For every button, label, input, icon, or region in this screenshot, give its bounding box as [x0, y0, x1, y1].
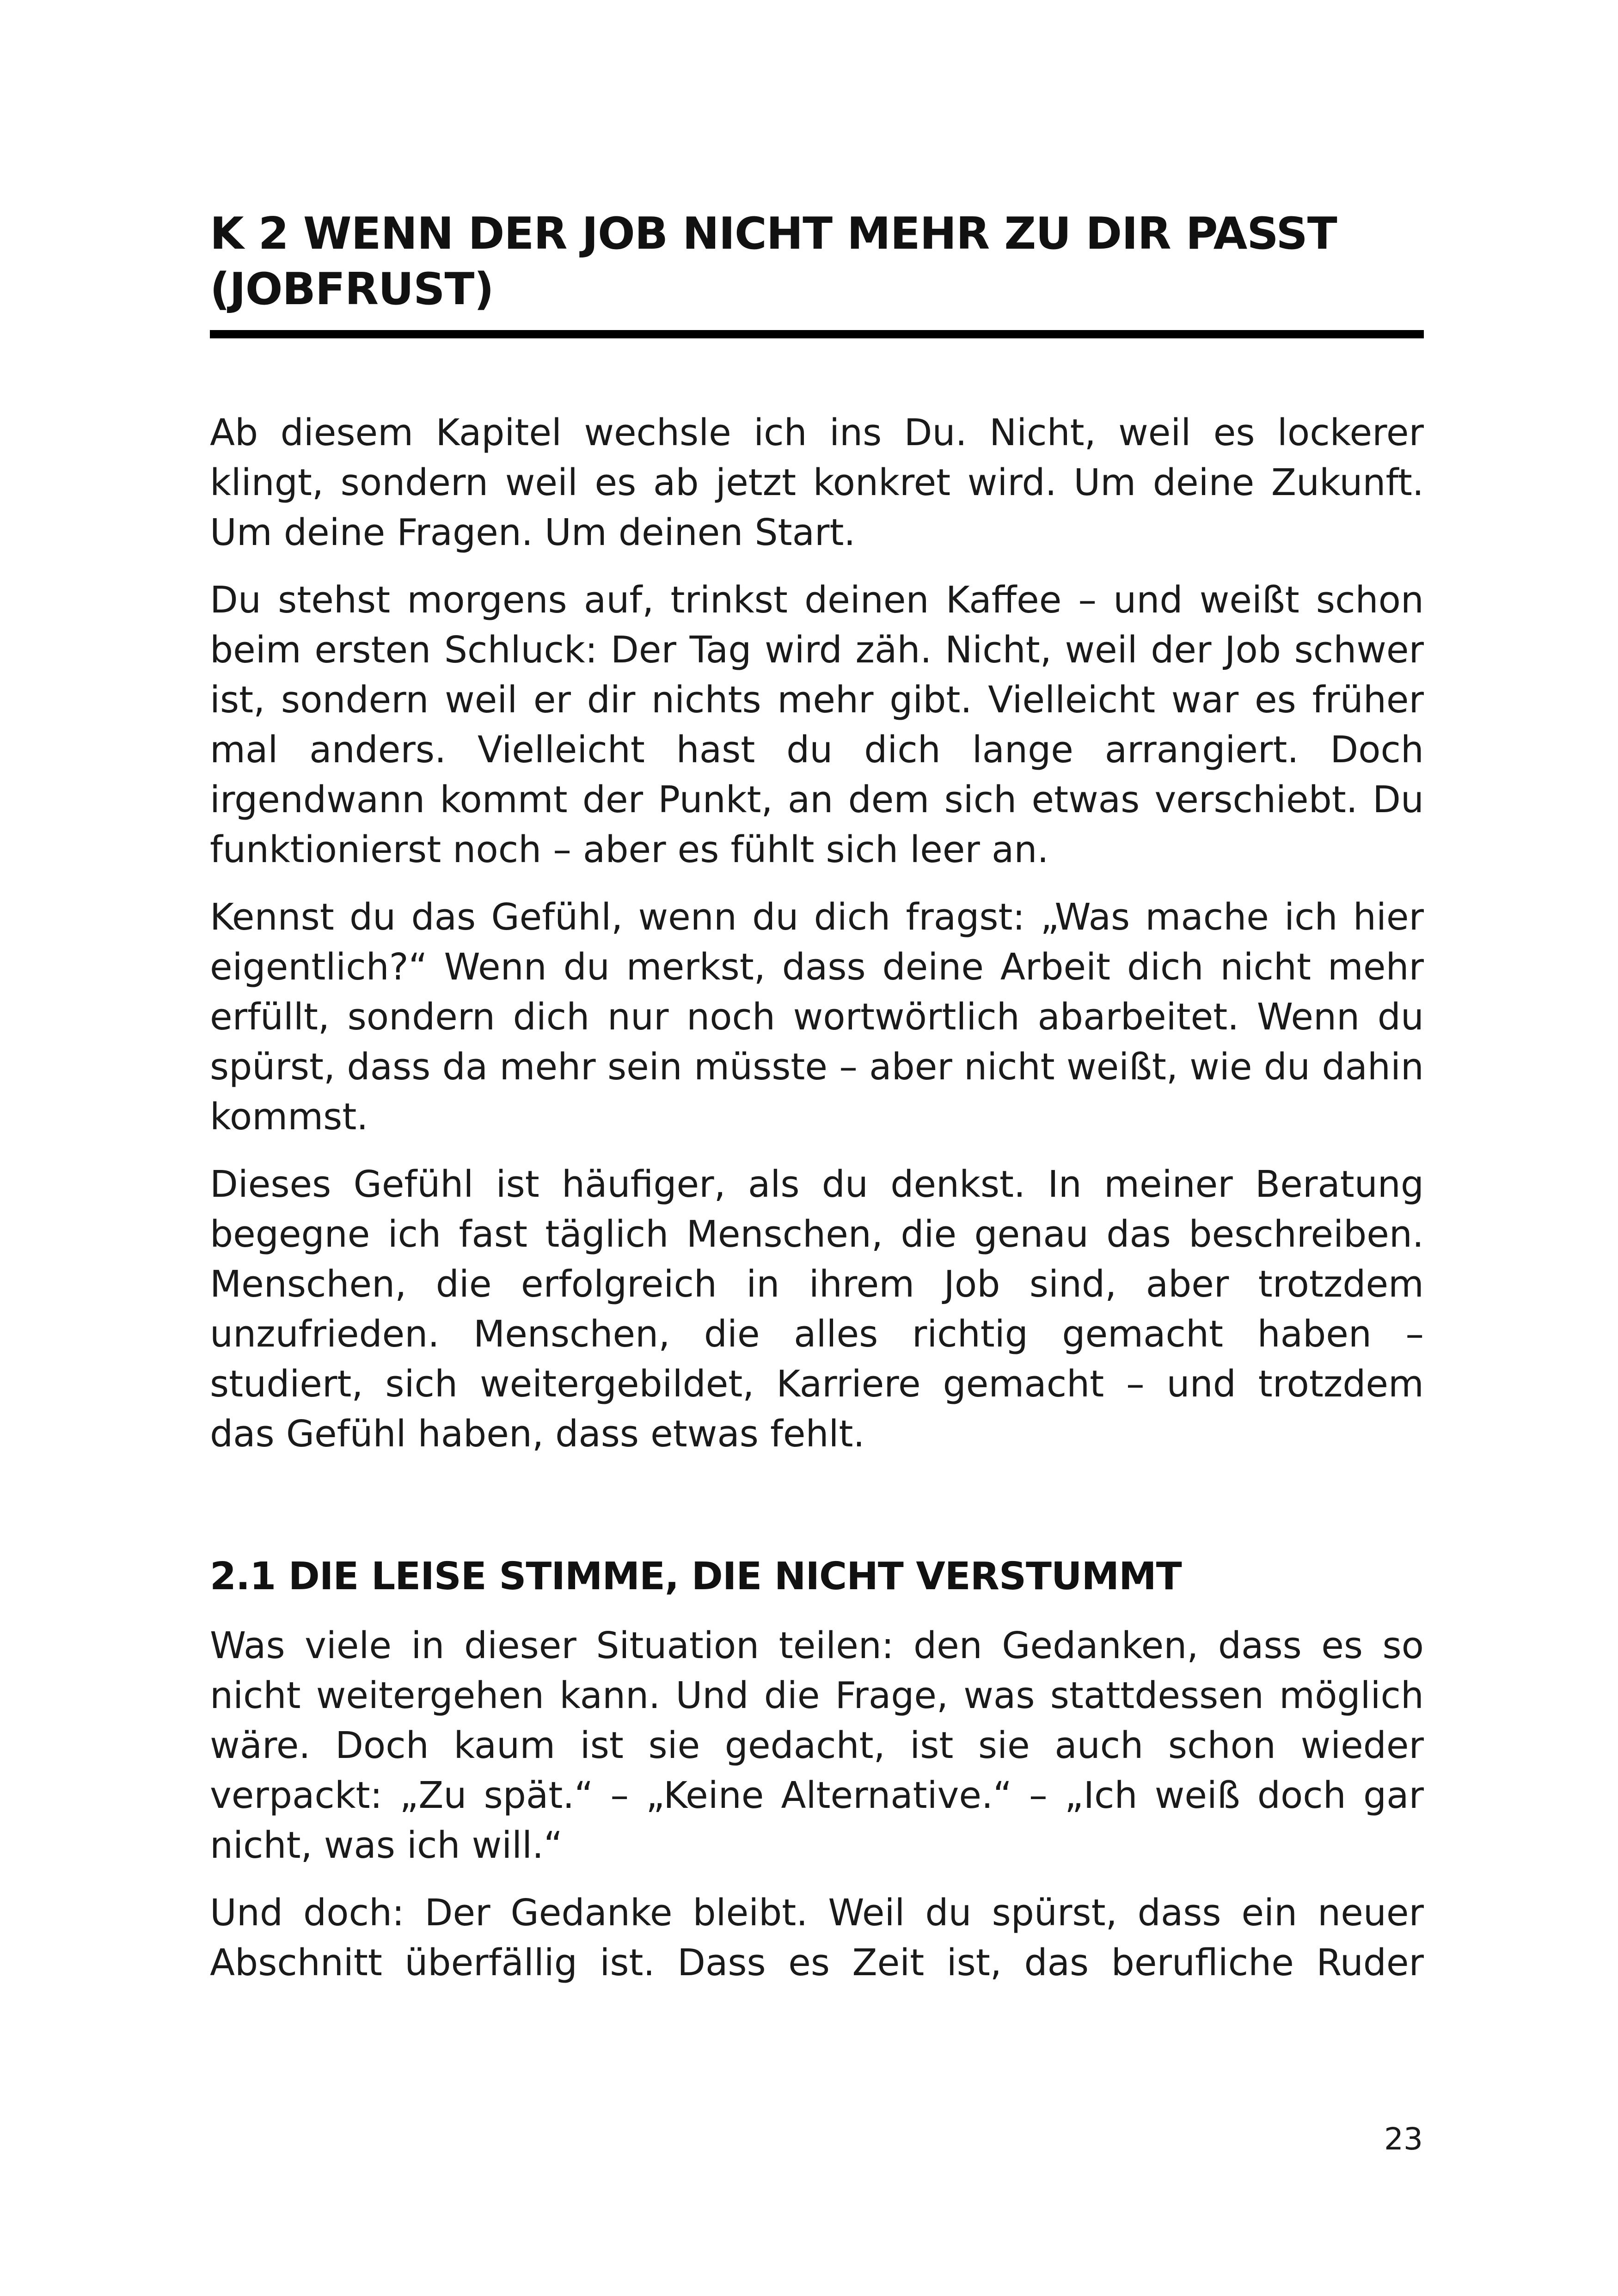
section-paragraph: Was viele in dieser Situation teilen: den Gedanken, dass es so nicht weitergehen kann. Und die Frage, was stattdessen möglich wäre. Doch kaum ist sie gedacht, ist sie auch schon wieder verpackt: „Zu spät.“ – „Keine Alternative.“ – „Ich weiß doch gar nicht, was ich will.“ — [210, 1624, 1424, 1867]
chapter-title-line-1: K 2 WENN DER JOB NICHT MEHR ZU DIR PASST — [210, 208, 1337, 259]
page-content — [210, 206, 1424, 1988]
body-paragraph: Du stehst morgens auf, trinkst deinen Kaffee – und weißt schon beim ersten Schluck: Der Tag wird zäh. Nicht, weil der Job schwer ist, sondern weil er dir nichts mehr gibt. Vielleicht war es früher mal anders. Vielleicht hast du dich lange arrangiert. Doch irgendwann kommt der Punkt, an dem sich etwas verschiebt. Du funktionierst noch – aber es fühlt sich leer an. — [210, 579, 1424, 871]
page-number: 23 — [1384, 2121, 1423, 2157]
chapter-title-underline — [210, 330, 1424, 338]
body-paragraph: Dieses Gefühl ist häufiger, als du denkst. In meiner Beratung begegne ich fast täglich Menschen, die genau das beschreiben. Menschen, die erfolgreich in ihrem Job sind, aber trotzdem unzufrieden. Menschen, die alles richtig gemacht haben – studiert, sich weitergebildet, Karriere gemacht – und trotzdem das Gefühl haben, dass etwas fehlt. — [210, 1163, 1424, 1455]
chapter-title — [210, 206, 1424, 317]
body-paragraph: Ab diesem Kapitel wechsle ich ins Du. Nicht, weil es lockerer klingt, sondern weil es ab jetzt konkret wird. Um deine Zukunft. Um deine Fragen. Um deinen Start. — [210, 411, 1424, 554]
chapter-title-line-2: (JOBFRUST) — [210, 264, 494, 315]
section-paragraph: Und doch: Der Gedanke bleibt. Weil du spürst, dass ein neuer Abschnitt überfällig ist. Dass es Zeit ist, das berufliche Ruder — [210, 1892, 1424, 1984]
section-title: 2.1 DIE LEISE STIMME, DIE NICHT VERSTUMMT — [210, 1555, 1182, 1598]
body-paragraph: Kennst du das Gefühl, wenn du dich fragst: „Was mache ich hier eigentlich?“ Wenn du merkst, dass deine Arbeit dich nicht mehr erfüllt, sondern dich nur noch wortwörtlich abarbeitet. Wenn du spürst, dass da mehr sein müsste – aber nicht weißt, wie du dahin kommst. — [210, 896, 1424, 1138]
